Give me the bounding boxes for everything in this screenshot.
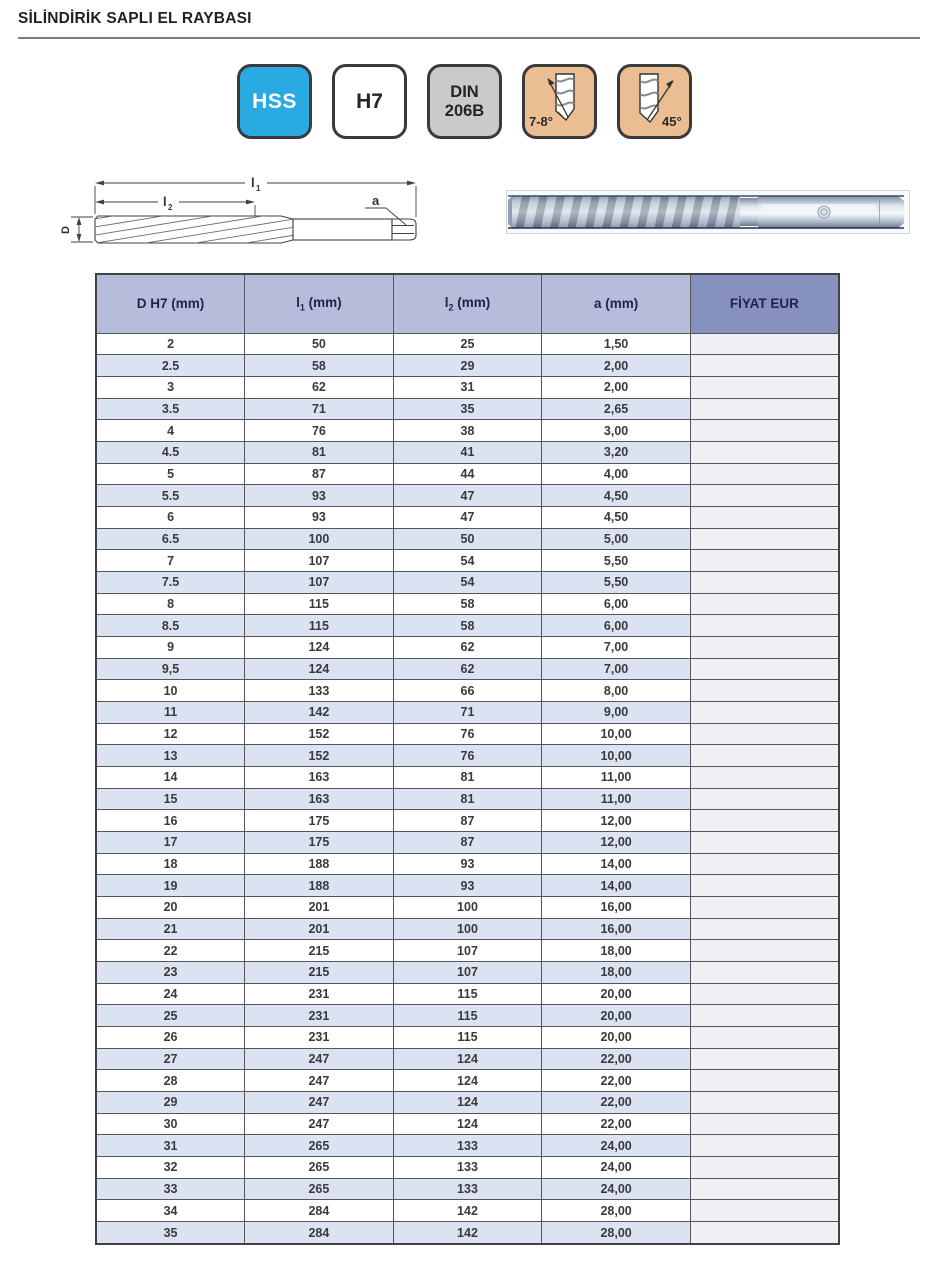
value-cell: 175 — [245, 810, 394, 832]
value-cell: 265 — [245, 1135, 394, 1157]
value-cell: 71 — [245, 398, 394, 420]
value-cell: 22,00 — [542, 1092, 691, 1114]
value-cell: 25 — [393, 333, 542, 355]
value-cell: 5,50 — [542, 571, 691, 593]
value-cell: 87 — [393, 831, 542, 853]
value-cell: 6.5 — [96, 528, 245, 550]
value-cell: 2,00 — [542, 376, 691, 398]
value-cell: 29 — [393, 355, 542, 377]
dim-a-label: a — [372, 193, 380, 208]
value-cell: 76 — [393, 745, 542, 767]
table-row — [96, 1092, 839, 1114]
spec-badges — [237, 64, 692, 139]
value-cell: 62 — [393, 636, 542, 658]
price-cell — [690, 1113, 839, 1135]
value-cell: 115 — [245, 615, 394, 637]
din-badge-line1: DIN — [450, 82, 479, 101]
value-cell: 24,00 — [542, 1178, 691, 1200]
value-cell: 5.5 — [96, 485, 245, 507]
title-bar — [18, 10, 920, 39]
value-cell: 4,50 — [542, 506, 691, 528]
price-cell — [690, 918, 839, 940]
value-cell: 21 — [96, 918, 245, 940]
value-cell: 201 — [245, 896, 394, 918]
price-cell — [690, 420, 839, 442]
table-row — [96, 571, 839, 593]
value-cell: 133 — [393, 1157, 542, 1179]
price-cell — [690, 593, 839, 615]
value-cell: 7 — [96, 550, 245, 572]
column-header: a (mm) — [542, 274, 691, 333]
value-cell: 100 — [393, 918, 542, 940]
value-cell: 13 — [96, 745, 245, 767]
price-cell — [690, 376, 839, 398]
value-cell: 87 — [245, 463, 394, 485]
value-cell: 12 — [96, 723, 245, 745]
value-cell: 47 — [393, 506, 542, 528]
value-cell: 31 — [393, 376, 542, 398]
table-row — [96, 615, 839, 637]
table-row — [96, 831, 839, 853]
table-row — [96, 983, 839, 1005]
value-cell: 12,00 — [542, 831, 691, 853]
value-cell: 19 — [96, 875, 245, 897]
table-row — [96, 961, 839, 983]
value-cell: 14,00 — [542, 853, 691, 875]
table-row — [96, 636, 839, 658]
value-cell: 175 — [245, 831, 394, 853]
value-cell: 115 — [393, 983, 542, 1005]
value-cell: 11 — [96, 701, 245, 723]
value-cell: 33 — [96, 1178, 245, 1200]
table-row — [96, 875, 839, 897]
price-cell — [690, 875, 839, 897]
value-cell: 107 — [245, 550, 394, 572]
hss-badge-label: HSS — [252, 89, 297, 113]
price-cell — [690, 571, 839, 593]
value-cell: 188 — [245, 853, 394, 875]
value-cell: 27 — [96, 1048, 245, 1070]
price-cell — [690, 1092, 839, 1114]
value-cell: 10 — [96, 680, 245, 702]
value-cell: 2,00 — [542, 355, 691, 377]
value-cell: 81 — [393, 766, 542, 788]
price-cell — [690, 658, 839, 680]
value-cell: 3,00 — [542, 420, 691, 442]
value-cell: 6,00 — [542, 615, 691, 637]
price-cell — [690, 485, 839, 507]
value-cell: 247 — [245, 1048, 394, 1070]
din-badge-line2: 206B — [444, 101, 485, 120]
spec-table-body — [96, 333, 839, 1244]
price-cell — [690, 766, 839, 788]
dim-l1-label: l — [251, 175, 255, 190]
value-cell: 9 — [96, 636, 245, 658]
value-cell: 34 — [96, 1200, 245, 1222]
price-cell — [690, 636, 839, 658]
value-cell: 124 — [393, 1113, 542, 1135]
table-row — [96, 658, 839, 680]
value-cell: 7.5 — [96, 571, 245, 593]
value-cell: 124 — [393, 1092, 542, 1114]
value-cell: 41 — [393, 441, 542, 463]
price-cell — [690, 853, 839, 875]
value-cell: 28 — [96, 1070, 245, 1092]
table-row — [96, 810, 839, 832]
value-cell: 133 — [393, 1178, 542, 1200]
value-cell: 58 — [393, 593, 542, 615]
price-cell — [690, 680, 839, 702]
price-cell — [690, 463, 839, 485]
price-cell — [690, 1157, 839, 1179]
value-cell: 4,50 — [542, 485, 691, 507]
table-row — [96, 485, 839, 507]
price-cell — [690, 810, 839, 832]
value-cell: 124 — [393, 1070, 542, 1092]
value-cell: 2,65 — [542, 398, 691, 420]
value-cell: 11,00 — [542, 788, 691, 810]
value-cell: 133 — [245, 680, 394, 702]
value-cell: 133 — [393, 1135, 542, 1157]
value-cell: 11,00 — [542, 766, 691, 788]
value-cell: 9,5 — [96, 658, 245, 680]
value-cell: 124 — [245, 658, 394, 680]
price-cell — [690, 333, 839, 355]
value-cell: 284 — [245, 1200, 394, 1222]
header-row — [96, 274, 839, 333]
table-row — [96, 355, 839, 377]
dim-l2-sub: 2 — [168, 203, 173, 212]
price-cell — [690, 506, 839, 528]
value-cell: 22,00 — [542, 1048, 691, 1070]
price-cell — [690, 961, 839, 983]
value-cell: 20,00 — [542, 983, 691, 1005]
value-cell: 76 — [393, 723, 542, 745]
value-cell: 20 — [96, 896, 245, 918]
value-cell: 22 — [96, 940, 245, 962]
value-cell: 100 — [393, 896, 542, 918]
value-cell: 107 — [393, 940, 542, 962]
price-cell — [690, 398, 839, 420]
value-cell: 163 — [245, 788, 394, 810]
column-header: D H7 (mm) — [96, 274, 245, 333]
value-cell: 93 — [245, 506, 394, 528]
spec-table — [95, 273, 840, 1245]
value-cell: 5,00 — [542, 528, 691, 550]
price-cell — [690, 940, 839, 962]
value-cell: 28,00 — [542, 1222, 691, 1244]
table-row — [96, 376, 839, 398]
table-row — [96, 1157, 839, 1179]
value-cell: 5,50 — [542, 550, 691, 572]
table-row — [96, 896, 839, 918]
value-cell: 4 — [96, 420, 245, 442]
table-row — [96, 441, 839, 463]
value-cell: 15 — [96, 788, 245, 810]
value-cell: 152 — [245, 745, 394, 767]
value-cell: 284 — [245, 1222, 394, 1244]
table-row — [96, 463, 839, 485]
value-cell: 93 — [393, 875, 542, 897]
value-cell: 87 — [393, 810, 542, 832]
price-cell — [690, 1222, 839, 1244]
value-cell: 4.5 — [96, 441, 245, 463]
spec-table-head — [96, 274, 839, 333]
table-row — [96, 1070, 839, 1092]
value-cell: 115 — [393, 1027, 542, 1049]
reamer-technical-drawing — [55, 166, 440, 266]
dim-d-label: D — [60, 226, 72, 234]
value-cell: 142 — [393, 1200, 542, 1222]
value-cell: 30 — [96, 1113, 245, 1135]
h7-tolerance-badge — [332, 64, 407, 139]
value-cell: 35 — [96, 1222, 245, 1244]
value-cell: 215 — [245, 961, 394, 983]
table-row — [96, 398, 839, 420]
price-cell — [690, 701, 839, 723]
din-206b-badge — [427, 64, 502, 139]
dim-l2-label: l — [163, 194, 167, 209]
reamer-photo — [506, 190, 910, 234]
value-cell: 247 — [245, 1092, 394, 1114]
column-header: FİYAT EUR — [690, 274, 839, 333]
value-cell: 29 — [96, 1092, 245, 1114]
value-cell: 24 — [96, 983, 245, 1005]
price-cell — [690, 1027, 839, 1049]
price-cell — [690, 441, 839, 463]
value-cell: 50 — [393, 528, 542, 550]
value-cell: 81 — [245, 441, 394, 463]
value-cell: 188 — [245, 875, 394, 897]
value-cell: 265 — [245, 1178, 394, 1200]
value-cell: 58 — [393, 615, 542, 637]
value-cell: 142 — [245, 701, 394, 723]
value-cell: 54 — [393, 571, 542, 593]
table-row — [96, 853, 839, 875]
value-cell: 18,00 — [542, 940, 691, 962]
value-cell: 76 — [245, 420, 394, 442]
value-cell: 100 — [245, 528, 394, 550]
price-cell — [690, 983, 839, 1005]
value-cell: 231 — [245, 1027, 394, 1049]
price-cell — [690, 1200, 839, 1222]
value-cell: 81 — [393, 788, 542, 810]
value-cell: 18,00 — [542, 961, 691, 983]
value-cell: 18 — [96, 853, 245, 875]
table-row — [96, 1178, 839, 1200]
angle-7-8-label: 7-8° — [529, 114, 553, 129]
table-row — [96, 745, 839, 767]
table-row — [96, 1200, 839, 1222]
value-cell: 4,00 — [542, 463, 691, 485]
value-cell: 54 — [393, 550, 542, 572]
value-cell: 265 — [245, 1157, 394, 1179]
price-cell — [690, 831, 839, 853]
value-cell: 22,00 — [542, 1113, 691, 1135]
price-cell — [690, 355, 839, 377]
value-cell: 16,00 — [542, 896, 691, 918]
table-row — [96, 723, 839, 745]
column-header: $l_2$ (mm) — [393, 274, 542, 333]
value-cell: 66 — [393, 680, 542, 702]
table-row — [96, 1113, 839, 1135]
value-cell: 24,00 — [542, 1135, 691, 1157]
value-cell: 247 — [245, 1070, 394, 1092]
value-cell: 23 — [96, 961, 245, 983]
table-row — [96, 1005, 839, 1027]
price-cell — [690, 1070, 839, 1092]
value-cell: 20,00 — [542, 1027, 691, 1049]
table-row — [96, 788, 839, 810]
value-cell: 3,20 — [542, 441, 691, 463]
price-cell — [690, 745, 839, 767]
dim-l1-sub: 1 — [256, 184, 261, 193]
value-cell: 12,00 — [542, 810, 691, 832]
drill-angle-45-icon — [620, 67, 689, 136]
value-cell: 20,00 — [542, 1005, 691, 1027]
value-cell: 2.5 — [96, 355, 245, 377]
value-cell: 28,00 — [542, 1200, 691, 1222]
table-row — [96, 1048, 839, 1070]
value-cell: 3.5 — [96, 398, 245, 420]
price-cell — [690, 723, 839, 745]
value-cell: 5 — [96, 463, 245, 485]
value-cell: 50 — [245, 333, 394, 355]
value-cell: 93 — [393, 853, 542, 875]
value-cell: 7,00 — [542, 658, 691, 680]
value-cell: 115 — [393, 1005, 542, 1027]
value-cell: 8.5 — [96, 615, 245, 637]
drill-angle-7-8-icon — [525, 67, 594, 136]
table-row — [96, 528, 839, 550]
table-row — [96, 593, 839, 615]
table-row — [96, 1027, 839, 1049]
value-cell: 32 — [96, 1157, 245, 1179]
angle-45-label: 45° — [662, 114, 682, 129]
price-cell — [690, 615, 839, 637]
table-row — [96, 766, 839, 788]
value-cell: 10,00 — [542, 745, 691, 767]
table-row — [96, 940, 839, 962]
value-cell: 71 — [393, 701, 542, 723]
value-cell: 47 — [393, 485, 542, 507]
value-cell: 8 — [96, 593, 245, 615]
value-cell: 107 — [393, 961, 542, 983]
value-cell: 25 — [96, 1005, 245, 1027]
hss-badge — [237, 64, 312, 139]
value-cell: 58 — [245, 355, 394, 377]
price-cell — [690, 1178, 839, 1200]
value-cell: 124 — [393, 1048, 542, 1070]
value-cell: 231 — [245, 983, 394, 1005]
table-row — [96, 1135, 839, 1157]
value-cell: 31 — [96, 1135, 245, 1157]
value-cell: 10,00 — [542, 723, 691, 745]
value-cell: 35 — [393, 398, 542, 420]
value-cell: 142 — [393, 1222, 542, 1244]
value-cell: 215 — [245, 940, 394, 962]
column-header: $l_1$ (mm) — [245, 274, 394, 333]
table-row — [96, 701, 839, 723]
value-cell: 163 — [245, 766, 394, 788]
value-cell: 14 — [96, 766, 245, 788]
table-row — [96, 420, 839, 442]
value-cell: 231 — [245, 1005, 394, 1027]
value-cell: 3 — [96, 376, 245, 398]
value-cell: 2 — [96, 333, 245, 355]
value-cell: 152 — [245, 723, 394, 745]
value-cell: 124 — [245, 636, 394, 658]
table-row — [96, 918, 839, 940]
value-cell: 22,00 — [542, 1070, 691, 1092]
value-cell: 26 — [96, 1027, 245, 1049]
value-cell: 17 — [96, 831, 245, 853]
table-row — [96, 1222, 839, 1244]
value-cell: 8,00 — [542, 680, 691, 702]
price-cell — [690, 1135, 839, 1157]
h7-badge-label: H7 — [356, 89, 383, 113]
price-cell — [690, 896, 839, 918]
table-row — [96, 333, 839, 355]
value-cell: 62 — [393, 658, 542, 680]
value-cell: 6 — [96, 506, 245, 528]
value-cell: 16 — [96, 810, 245, 832]
price-cell — [690, 1005, 839, 1027]
value-cell: 1,50 — [542, 333, 691, 355]
value-cell: 6,00 — [542, 593, 691, 615]
value-cell: 9,00 — [542, 701, 691, 723]
value-cell: 62 — [245, 376, 394, 398]
bevel-lead-badge — [617, 64, 692, 139]
price-cell — [690, 528, 839, 550]
value-cell: 16,00 — [542, 918, 691, 940]
value-cell: 115 — [245, 593, 394, 615]
value-cell: 38 — [393, 420, 542, 442]
table-row — [96, 550, 839, 572]
value-cell: 107 — [245, 571, 394, 593]
value-cell: 7,00 — [542, 636, 691, 658]
price-cell — [690, 788, 839, 810]
value-cell: 201 — [245, 918, 394, 940]
price-cell — [690, 1048, 839, 1070]
table-row — [96, 506, 839, 528]
value-cell: 247 — [245, 1113, 394, 1135]
value-cell: 44 — [393, 463, 542, 485]
value-cell: 24,00 — [542, 1157, 691, 1179]
cutting-angle-badge — [522, 64, 597, 139]
table-row — [96, 680, 839, 702]
price-cell — [690, 550, 839, 572]
page-title: SİLİNDİRİK SAPLI EL RAYBASI — [18, 10, 252, 27]
value-cell: 93 — [245, 485, 394, 507]
value-cell: 14,00 — [542, 875, 691, 897]
